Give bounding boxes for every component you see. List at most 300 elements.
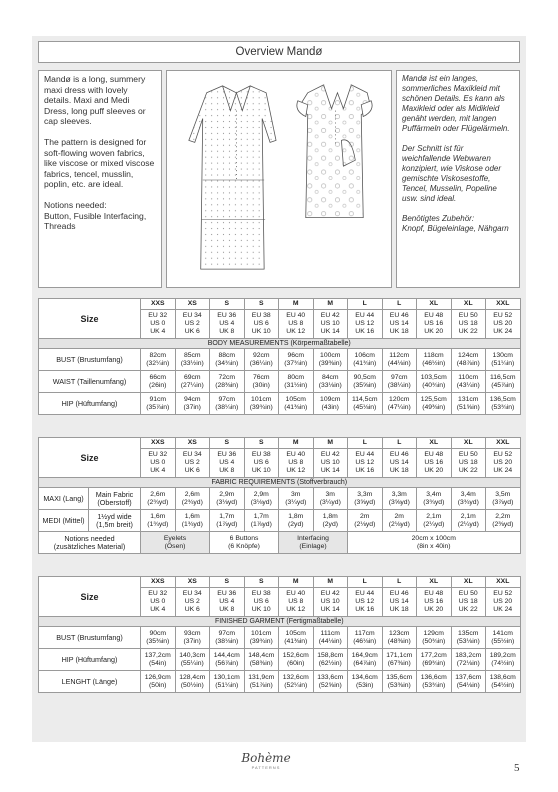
size-us: US 14 — [389, 459, 409, 466]
size-codes — [313, 449, 348, 478]
size-letter: XS — [175, 438, 210, 449]
main-fabric-label: Main Fabric (Oberstoff) — [89, 488, 141, 510]
size-eu: EU 44 — [355, 451, 375, 458]
table-cell: 69cm (27¼in) — [175, 371, 210, 393]
size-eu: EU 32 — [148, 590, 168, 597]
size-eu: EU 48 — [424, 590, 444, 597]
size-uk: UK 18 — [389, 328, 409, 335]
size-eu: EU 32 — [148, 312, 168, 319]
table-cell: 105cm (41⅜in) — [279, 627, 314, 649]
table-cell: 128,4cm (50½in) — [175, 671, 210, 693]
size-us: US 2 — [184, 598, 200, 605]
size-uk: UK 22 — [458, 606, 478, 613]
page-title: Overview Mandø — [38, 41, 520, 63]
notion-item: Interfacing (Einlage) — [279, 532, 348, 554]
table-row — [39, 349, 521, 371]
size-codes — [210, 588, 245, 617]
size-uk: UK 20 — [424, 467, 444, 474]
size-eu: EU 34 — [182, 312, 202, 319]
size-letter: XXL — [486, 438, 521, 449]
table-cell: 120cm (47¼in) — [382, 393, 417, 415]
size-letter: S — [244, 577, 279, 588]
size-letter: S — [210, 299, 245, 310]
table-row — [39, 488, 521, 510]
size-codes — [210, 449, 245, 478]
body-measurements-table — [38, 298, 521, 415]
size-label: Size — [39, 438, 141, 478]
size-eu: EU 48 — [424, 451, 444, 458]
table-cell: 1,7m (1⅞yd) — [210, 510, 245, 532]
table-cell: 2,1m (2¼yd) — [417, 510, 452, 532]
size-uk: UK 8 — [219, 467, 235, 474]
table-cell: 2,2m (2⅜yd) — [486, 510, 521, 532]
size-letter: L — [382, 299, 417, 310]
table-cell: 136,6cm (53¾in) — [417, 671, 452, 693]
size-codes — [348, 449, 383, 478]
size-letter: XL — [451, 438, 486, 449]
table-cell: 90,5cm (35⅝in) — [348, 371, 383, 393]
table-cell: 2,9m (3⅛yd) — [244, 488, 279, 510]
size-codes — [451, 588, 486, 617]
size-uk: UK 20 — [424, 328, 444, 335]
size-uk: UK 20 — [424, 606, 444, 613]
size-us: US 14 — [389, 598, 409, 605]
size-uk: UK 10 — [251, 467, 271, 474]
size-uk: UK 4 — [150, 328, 166, 335]
size-codes — [417, 588, 452, 617]
size-eu: EU 36 — [217, 590, 237, 597]
row-label: MAXI (Lang) — [39, 488, 89, 510]
size-eu: EU 42 — [320, 590, 340, 597]
finished-garment-title: FINISHED GARMENT (Fertigmaßtabelle) — [39, 617, 521, 627]
table-row — [39, 671, 521, 693]
size-letter: S — [244, 299, 279, 310]
size-codes — [486, 449, 521, 478]
size-us: US 14 — [389, 320, 409, 327]
size-us: US 16 — [424, 598, 444, 605]
size-letter: M — [313, 299, 348, 310]
table-row — [39, 371, 521, 393]
table-cell: 135cm (53⅛in) — [451, 627, 486, 649]
size-us: US 6 — [253, 320, 269, 327]
size-letter: XL — [417, 577, 452, 588]
table-cell: 2,9m (3⅛yd) — [210, 488, 245, 510]
size-uk: UK 6 — [184, 467, 200, 474]
medi-dress-drawing — [297, 85, 372, 218]
notion-item: Eyelets (Ösen) — [141, 532, 210, 554]
table-cell: 106cm (41¾in) — [348, 349, 383, 371]
table-cell: 3,5m (3⅞yd) — [486, 488, 521, 510]
size-us: US 8 — [288, 459, 304, 466]
size-us: US 16 — [424, 320, 444, 327]
table-cell: 2,1m (2¼yd) — [451, 510, 486, 532]
size-us: US 12 — [355, 459, 375, 466]
table-cell: 3m (3¼yd) — [313, 488, 348, 510]
size-codes — [486, 310, 521, 339]
size-codes — [175, 310, 210, 339]
table-cell: 93cm (37in) — [175, 627, 210, 649]
table-row — [39, 510, 521, 532]
size-letter: S — [210, 577, 245, 588]
table-cell: 124cm (48⅞in) — [451, 349, 486, 371]
table-cell: 116,5cm (45⅞in) — [486, 371, 521, 393]
size-letter: L — [348, 438, 383, 449]
table-cell: 144,4cm (56⅞in) — [210, 649, 245, 671]
table-cell: 114,5cm (45⅛in) — [348, 393, 383, 415]
size-uk: UK 14 — [320, 606, 340, 613]
size-codes — [141, 310, 176, 339]
size-eu: EU 40 — [286, 451, 306, 458]
size-letter: L — [348, 577, 383, 588]
body-measurements-title-row — [39, 339, 521, 349]
table-cell: 123cm (48⅜in) — [382, 627, 417, 649]
table-cell: 110cm (43¼in) — [451, 371, 486, 393]
size-eu: EU 50 — [458, 312, 478, 319]
size-codes — [313, 310, 348, 339]
size-us: US 4 — [219, 598, 235, 605]
dress-illustration-box — [166, 70, 392, 288]
table-cell: 177,2cm (69¾in) — [417, 649, 452, 671]
fabric-requirements-table — [38, 437, 521, 554]
table-cell: 109cm (43in) — [313, 393, 348, 415]
intro-german-box — [396, 70, 520, 288]
notion-item: 6 Buttons (6 Knöpfe) — [210, 532, 279, 554]
brand-logo — [234, 751, 298, 779]
table-cell: 3m (3¼yd) — [279, 488, 314, 510]
table-cell: 189,2cm (74½in) — [486, 649, 521, 671]
size-uk: UK 12 — [286, 606, 306, 613]
table-cell: 152,6cm (60in) — [279, 649, 314, 671]
size-eu: EU 38 — [251, 312, 271, 319]
intro-german-text: Mandø ist ein langes, sommerliches Maxikleid mit schönen Details. Es kann als Maxikleid oder als Midikleid genäht werden, mit langen Puffärmeln oder Flügelärmeln. Der Schnitt ist für weichfallende Webwaren konzipiert, wie Viskose oder gemischte Viskosestoffe, Tencel, Musselin, Popeline usw. sind ideal. Benötigtes Zubehör: Knopf, Bügeleinlage, Nähgarn — [402, 74, 510, 233]
fabric-size-header-row — [39, 438, 521, 449]
size-uk: UK 12 — [286, 328, 306, 335]
size-letter: XXS — [141, 299, 176, 310]
size-uk: UK 4 — [150, 606, 166, 613]
intro-english-box — [38, 70, 162, 288]
size-uk: UK 10 — [251, 328, 271, 335]
table-cell: 84cm (33⅛in) — [313, 371, 348, 393]
size-codes — [141, 449, 176, 478]
size-codes — [417, 310, 452, 339]
table-cell: 171,1cm (67⅜in) — [382, 649, 417, 671]
table-cell: 105cm (41⅜in) — [279, 393, 314, 415]
table-cell: 138,6cm (54½in) — [486, 671, 521, 693]
table-cell: 126,9cm (50in) — [141, 671, 176, 693]
size-codes — [279, 449, 314, 478]
row-label: WAIST (Taillenumfang) — [39, 371, 141, 393]
table-cell: 97cm (38⅛in) — [210, 627, 245, 649]
size-eu: EU 34 — [182, 451, 202, 458]
size-us: US 12 — [355, 598, 375, 605]
size-codes — [417, 449, 452, 478]
table-cell: 1,6m (1¾yd) — [141, 510, 176, 532]
size-eu: EU 42 — [320, 312, 340, 319]
table-cell: 130cm (51¼in) — [486, 349, 521, 371]
table-cell: 134,6cm (53in) — [348, 671, 383, 693]
fabric-requirements-title: FABRIC REQUIREMENTS (Stoffverbrauch) — [39, 478, 521, 488]
table-cell: 88cm (34¾in) — [210, 349, 245, 371]
table-cell: 94cm (37in) — [175, 393, 210, 415]
size-uk: UK 16 — [355, 467, 375, 474]
table-cell: 66cm (26in) — [141, 371, 176, 393]
size-letter: XXL — [486, 299, 521, 310]
table-cell: 2,6m (2¾yd) — [141, 488, 176, 510]
fabric-width-label: 1½yd wide (1,5m breit) — [89, 510, 141, 532]
table-cell: 100cm (39⅜in) — [313, 349, 348, 371]
size-eu: EU 36 — [217, 451, 237, 458]
finished-garment-table — [38, 576, 521, 693]
table-cell: 80cm (31½in) — [279, 371, 314, 393]
table-cell: 92cm (36¼in) — [244, 349, 279, 371]
size-us: US 18 — [458, 459, 478, 466]
size-uk: UK 10 — [251, 606, 271, 613]
table-cell: 117cm (46⅛in) — [348, 627, 383, 649]
page-number: 5 — [514, 762, 520, 774]
size-codes — [486, 588, 521, 617]
size-letter: XXS — [141, 438, 176, 449]
size-uk: UK 14 — [320, 328, 340, 335]
size-uk: UK 6 — [184, 606, 200, 613]
size-letter: S — [210, 438, 245, 449]
size-letter: L — [348, 299, 383, 310]
size-codes — [175, 449, 210, 478]
size-eu: EU 38 — [251, 590, 271, 597]
size-us: US 20 — [493, 459, 513, 466]
size-us: US 2 — [184, 320, 200, 327]
table-cell: 111cm (44⅛in) — [313, 627, 348, 649]
size-letter: S — [244, 438, 279, 449]
table-cell: 101cm (39¾in) — [244, 393, 279, 415]
table-cell: 137,2cm (54in) — [141, 649, 176, 671]
size-codes — [141, 588, 176, 617]
size-us: US 8 — [288, 598, 304, 605]
size-us: US 0 — [150, 320, 166, 327]
size-uk: UK 24 — [493, 606, 513, 613]
table-cell: 164,9cm (64⅞in) — [348, 649, 383, 671]
size-us: US 10 — [320, 459, 340, 466]
table-cell: 1,6m (1¾yd) — [175, 510, 210, 532]
size-uk: UK 22 — [458, 467, 478, 474]
table-cell: 137,6cm (54⅛in) — [451, 671, 486, 693]
intro-english-text: Mandø is a long, summery maxi dress with lovely details. Maxi and Medi Dress, long puff sleeves or cap sleeves. The pattern is designed for soft-flowing woven fabrics, like viscose or mixed viscose fabrics, tencel, musslin, poplin, etc. are ideal. Notions needed: Button, Fusible Interfacing, Threads — [44, 74, 155, 231]
size-eu: EU 44 — [355, 312, 375, 319]
row-label: LENGHT (Länge) — [39, 671, 141, 693]
table-cell: 1,8m (2yd) — [313, 510, 348, 532]
table-cell: 96cm (37¾in) — [279, 349, 314, 371]
size-letter: XXS — [141, 577, 176, 588]
size-letter: M — [313, 438, 348, 449]
table-cell: 129cm (50¾in) — [417, 627, 452, 649]
row-label: BUST (Brustumfang) — [39, 349, 141, 371]
dress-illustration — [167, 71, 391, 287]
table-cell: 2m (2⅛yd) — [348, 510, 383, 532]
size-eu: EU 42 — [320, 451, 340, 458]
size-eu: EU 46 — [389, 312, 409, 319]
size-uk: UK 24 — [493, 328, 513, 335]
size-codes — [175, 588, 210, 617]
size-letter: M — [279, 438, 314, 449]
size-codes — [451, 449, 486, 478]
size-eu: EU 36 — [217, 312, 237, 319]
size-eu: EU 40 — [286, 312, 306, 319]
table-cell: 3,3m (3⅝yd) — [382, 488, 417, 510]
table-cell: 76cm (30in) — [244, 371, 279, 393]
size-us: US 18 — [458, 598, 478, 605]
size-eu: EU 52 — [493, 590, 513, 597]
size-codes — [451, 310, 486, 339]
size-us: US 0 — [150, 598, 166, 605]
size-letter: M — [313, 577, 348, 588]
notions-label: Notions needed (zusätzliches Material) — [39, 532, 141, 554]
size-uk: UK 6 — [184, 328, 200, 335]
size-letter: M — [279, 577, 314, 588]
size-us: US 2 — [184, 459, 200, 466]
maxi-dress-drawing — [189, 86, 276, 269]
size-letter: L — [382, 438, 417, 449]
size-us: US 0 — [150, 459, 166, 466]
finished-size-header-row — [39, 577, 521, 588]
table-cell: 90cm (35⅜in) — [141, 627, 176, 649]
table-cell: 132,6cm (52¼in) — [279, 671, 314, 693]
size-label: Size — [39, 577, 141, 617]
table-cell: 131cm (51⅝in) — [451, 393, 486, 415]
size-eu: EU 40 — [286, 590, 306, 597]
table-cell: 2m (2⅛yd) — [382, 510, 417, 532]
body-measurements-title: BODY MEASUREMENTS (Körpermaßtabelle) — [39, 339, 521, 349]
size-letter: XXL — [486, 577, 521, 588]
size-eu: EU 32 — [148, 451, 168, 458]
table-cell: 140,3cm (55¼in) — [175, 649, 210, 671]
brand-logo-sub: PATTERNS — [251, 765, 281, 770]
table-cell: 2,6m (2¾yd) — [175, 488, 210, 510]
table-cell: 148,4cm (58⅜in) — [244, 649, 279, 671]
table-cell: 1,7m (1⅞yd) — [244, 510, 279, 532]
size-us: US 12 — [355, 320, 375, 327]
size-uk: UK 18 — [389, 467, 409, 474]
size-eu: EU 52 — [493, 451, 513, 458]
size-eu: EU 46 — [389, 590, 409, 597]
size-codes — [210, 310, 245, 339]
size-uk: UK 18 — [389, 606, 409, 613]
size-codes — [244, 449, 279, 478]
size-us: US 6 — [253, 459, 269, 466]
size-codes — [313, 588, 348, 617]
notion-item: 20cm x 100cm (8in x 40in) — [348, 532, 521, 554]
table-cell: 3,4m (3¾yd) — [451, 488, 486, 510]
table-row — [39, 393, 521, 415]
size-letter: XS — [175, 577, 210, 588]
size-letter: XL — [451, 577, 486, 588]
size-eu: EU 52 — [493, 312, 513, 319]
size-us: US 8 — [288, 320, 304, 327]
table-cell: 72cm (28⅜in) — [210, 371, 245, 393]
table-cell: 97cm (38¼in) — [210, 393, 245, 415]
size-eu: EU 50 — [458, 451, 478, 458]
size-uk: UK 4 — [150, 467, 166, 474]
size-label: Size — [39, 299, 141, 339]
size-uk: UK 8 — [219, 606, 235, 613]
size-uk: UK 16 — [355, 328, 375, 335]
size-eu: EU 48 — [424, 312, 444, 319]
size-codes — [348, 588, 383, 617]
table-cell: 125,5cm (49⅜in) — [417, 393, 452, 415]
size-us: US 10 — [320, 320, 340, 327]
table-cell: 101cm (39¾in) — [244, 627, 279, 649]
size-eu: EU 46 — [389, 451, 409, 458]
fabric-requirements-title-row — [39, 478, 521, 488]
table-cell: 118cm (46½in) — [417, 349, 452, 371]
table-cell: 141cm (55½in) — [486, 627, 521, 649]
size-codes — [382, 588, 417, 617]
table-cell: 82cm (32¼in) — [141, 349, 176, 371]
notions-row — [39, 532, 521, 554]
size-letter: XL — [417, 438, 452, 449]
table-cell: 97cm (38¼in) — [382, 371, 417, 393]
row-label: HIP (Hüftumfang) — [39, 393, 141, 415]
size-uk: UK 16 — [355, 606, 375, 613]
size-codes — [244, 588, 279, 617]
table-cell: 103,5cm (40¾in) — [417, 371, 452, 393]
size-codes — [279, 310, 314, 339]
size-us: US 18 — [458, 320, 478, 327]
table-cell: 3,3m (3⅝yd) — [348, 488, 383, 510]
size-uk: UK 24 — [493, 467, 513, 474]
table-cell: 130,1cm (51¼in) — [210, 671, 245, 693]
table-cell: 3,4m (3¾yd) — [417, 488, 452, 510]
size-letter: M — [279, 299, 314, 310]
size-codes — [279, 588, 314, 617]
size-codes — [382, 449, 417, 478]
table-cell: 135,6cm (53⅜in) — [382, 671, 417, 693]
table-cell: 91cm (35⅞in) — [141, 393, 176, 415]
table-cell: 85cm (33½in) — [175, 349, 210, 371]
size-us: US 20 — [493, 598, 513, 605]
table-cell: 136,5cm (53¾in) — [486, 393, 521, 415]
size-us: US 6 — [253, 598, 269, 605]
table-cell: 183,2cm (72⅛in) — [451, 649, 486, 671]
size-us: US 16 — [424, 459, 444, 466]
table-row — [39, 649, 521, 671]
size-eu: EU 50 — [458, 590, 478, 597]
size-eu: EU 38 — [251, 451, 271, 458]
size-codes — [244, 310, 279, 339]
size-codes — [348, 310, 383, 339]
table-row — [39, 627, 521, 649]
finished-garment-title-row — [39, 617, 521, 627]
size-eu: EU 34 — [182, 590, 202, 597]
size-us: US 10 — [320, 598, 340, 605]
size-us: US 4 — [219, 320, 235, 327]
table-cell: 112cm (44⅛in) — [382, 349, 417, 371]
size-us: US 4 — [219, 459, 235, 466]
size-uk: UK 8 — [219, 328, 235, 335]
row-label: HIP (Hüftumfang) — [39, 649, 141, 671]
body-size-header-row — [39, 299, 521, 310]
size-uk: UK 22 — [458, 328, 478, 335]
size-uk: UK 12 — [286, 467, 306, 474]
size-eu: EU 44 — [355, 590, 375, 597]
row-label: BUST (Brustumfang) — [39, 627, 141, 649]
size-us: US 20 — [493, 320, 513, 327]
size-codes — [382, 310, 417, 339]
size-uk: UK 14 — [320, 467, 340, 474]
table-cell: 1,8m (2yd) — [279, 510, 314, 532]
table-cell: 158,8cm (62½in) — [313, 649, 348, 671]
brand-logo-script: Bohème — [241, 751, 291, 765]
table-cell: 131,9cm (51⅞in) — [244, 671, 279, 693]
table-cell: 133,6cm (52⅝in) — [313, 671, 348, 693]
